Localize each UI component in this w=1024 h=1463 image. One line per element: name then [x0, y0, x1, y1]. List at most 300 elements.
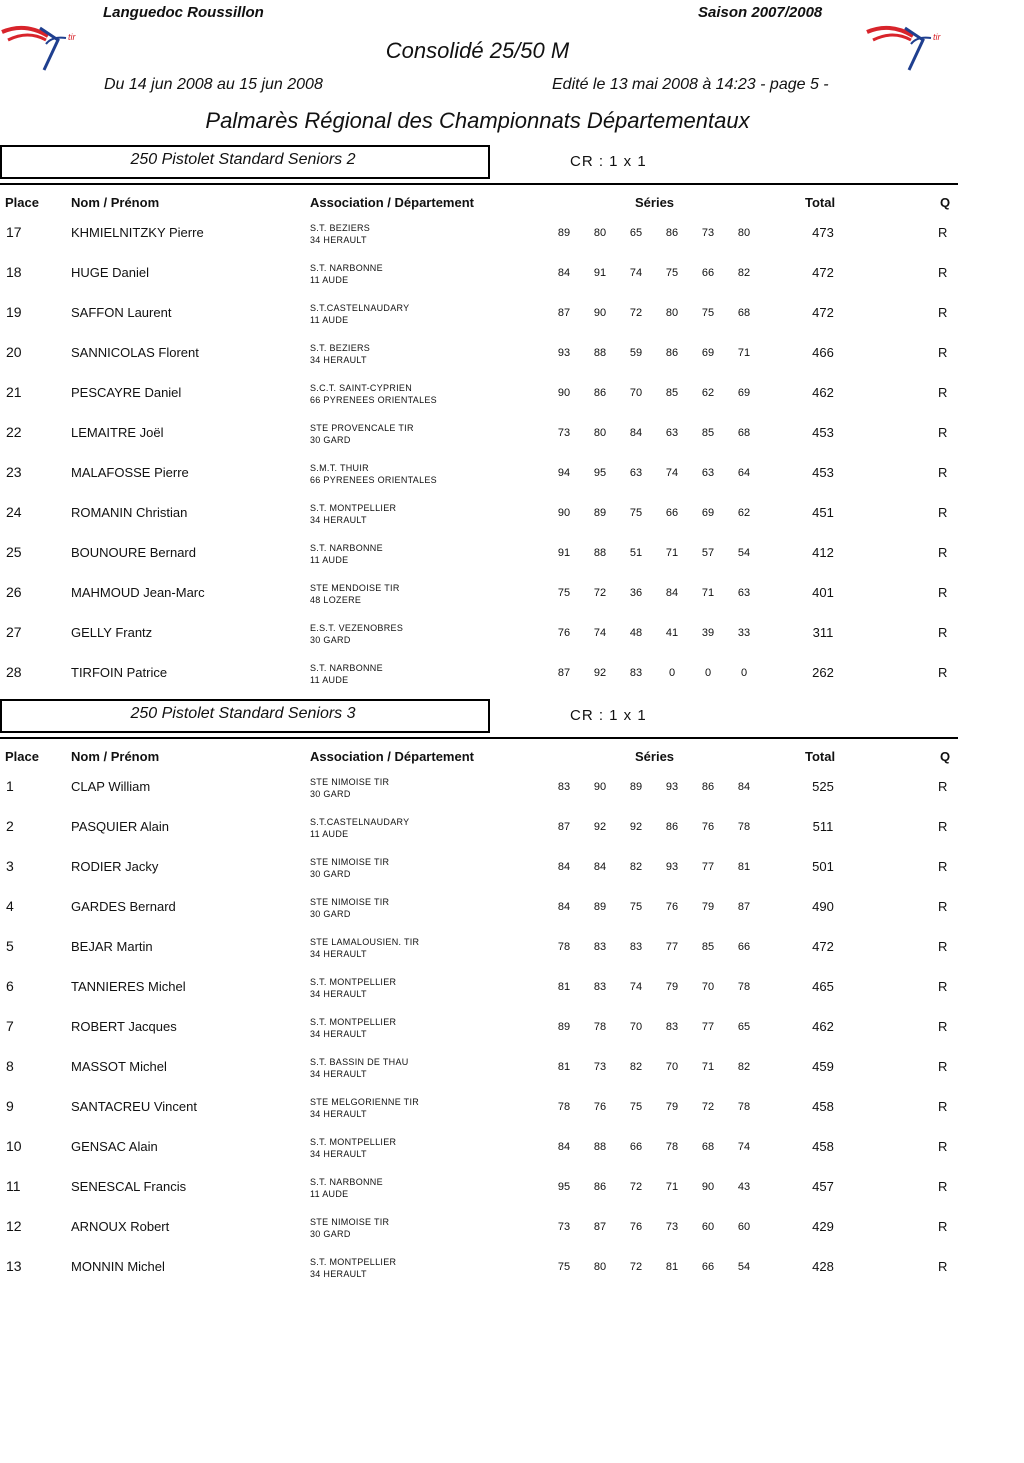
- row-series-score: 64: [737, 467, 751, 479]
- row-series-score: 89: [557, 1021, 571, 1033]
- row-series-score: 79: [665, 1101, 679, 1113]
- svg-text:tir: tir: [68, 32, 76, 42]
- row-total: 490: [812, 899, 834, 914]
- row-total: 428: [812, 1259, 834, 1274]
- row-total: 311: [812, 625, 834, 640]
- row-series-score: 68: [737, 427, 751, 439]
- row-total: 462: [812, 385, 834, 400]
- section-divider: [0, 737, 958, 739]
- row-name: BOUNOURE Bernard: [71, 545, 196, 560]
- row-name: PESCAYRE Daniel: [71, 385, 182, 400]
- row-series-score: 88: [593, 547, 607, 559]
- section-title: 250 Pistolet Standard Seniors 3: [130, 705, 356, 722]
- column-header-series: Séries: [635, 749, 675, 764]
- row-club: S.T. MONTPELLIER: [310, 1017, 397, 1027]
- row-club: S.T. BEZIERS: [310, 343, 371, 353]
- results-section: [0, 699, 958, 1298]
- row-name: GELLY Frantz: [71, 625, 153, 640]
- row-series-score: 68: [701, 1141, 715, 1153]
- row-department: 11 AUDE: [310, 829, 349, 839]
- row-department: 34 HERAULT: [310, 1029, 367, 1039]
- column-header-series: Séries: [635, 195, 675, 210]
- row-series-score: 89: [557, 227, 571, 239]
- row-department: 34 HERAULT: [310, 235, 367, 245]
- row-series-score: 78: [557, 1101, 571, 1113]
- row-series-score: 81: [737, 861, 751, 873]
- row-series-score: 66: [701, 1261, 715, 1273]
- row-club: S.T. NARBONNE: [310, 543, 383, 553]
- page-subtitle: Palmarès Régional des Championnats Départementaux: [205, 108, 750, 133]
- row-place: 18: [6, 264, 22, 280]
- row-series-score: 66: [737, 941, 751, 953]
- row-total: 511: [812, 819, 834, 834]
- row-series-score: 74: [593, 627, 607, 639]
- row-total: 459: [812, 1059, 834, 1074]
- row-total: 466: [812, 345, 834, 360]
- row-qualification: R: [938, 779, 948, 794]
- row-series-score: 84: [665, 587, 679, 599]
- table-row: [0, 1138, 958, 1178]
- row-department: 30 GARD: [310, 869, 351, 879]
- row-series-score: 85: [701, 427, 715, 439]
- row-place: 20: [6, 344, 22, 360]
- section-cr: CR : 1 x 1: [570, 153, 647, 170]
- row-total: 457: [812, 1179, 834, 1194]
- row-series-score: 76: [557, 627, 571, 639]
- row-name: CLAP William: [71, 779, 151, 794]
- row-series-score: 78: [737, 981, 751, 993]
- row-total: 472: [812, 305, 834, 320]
- row-series-score: 79: [701, 901, 715, 913]
- row-series-score: 89: [629, 781, 643, 793]
- row-series-score: 73: [665, 1221, 679, 1233]
- row-place: 3: [6, 858, 14, 874]
- row-series-score: 73: [593, 1061, 607, 1073]
- row-series-score: 0: [668, 667, 676, 679]
- table-row: [0, 898, 958, 938]
- row-series-score: 91: [593, 267, 607, 279]
- row-series-score: 66: [665, 507, 679, 519]
- row-series-score: 41: [665, 627, 679, 639]
- row-qualification: R: [938, 305, 948, 320]
- row-series-score: 68: [737, 307, 751, 319]
- row-department: 11 AUDE: [310, 675, 349, 685]
- row-name: GARDES Bernard: [71, 899, 176, 914]
- row-qualification: R: [938, 625, 948, 640]
- row-series-score: 82: [737, 1061, 751, 1073]
- row-name: ARNOUX Robert: [71, 1219, 170, 1234]
- row-department: 34 HERAULT: [310, 1109, 367, 1119]
- row-club: S.T.CASTELNAUDARY: [310, 817, 410, 827]
- row-name: SAFFON Laurent: [71, 305, 172, 320]
- row-place: 4: [6, 898, 14, 914]
- row-series-score: 88: [593, 1141, 607, 1153]
- row-series-score: 82: [629, 1061, 643, 1073]
- region-label: Languedoc Roussillon: [103, 4, 264, 21]
- row-series-score: 86: [665, 347, 679, 359]
- row-series-score: 83: [557, 781, 571, 793]
- table-row: [0, 938, 958, 978]
- row-series-score: 91: [557, 547, 571, 559]
- table-row: [0, 264, 958, 304]
- table-row: [0, 344, 958, 384]
- row-department: 30 GARD: [310, 909, 351, 919]
- row-department: 66 PYRENEES ORIENTALES: [310, 395, 437, 405]
- row-name: TIRFOIN Patrice: [71, 665, 168, 680]
- section-title: 250 Pistolet Standard Seniors 2: [130, 151, 356, 168]
- row-total: 412: [812, 545, 834, 560]
- row-name: LEMAITRE Joël: [71, 425, 164, 440]
- row-series-score: 66: [701, 267, 715, 279]
- table-row: [0, 424, 958, 464]
- row-series-score: 60: [701, 1221, 715, 1233]
- row-series-score: 81: [665, 1261, 679, 1273]
- row-series-score: 63: [665, 427, 679, 439]
- row-series-score: 84: [737, 781, 751, 793]
- row-series-score: 78: [737, 1101, 751, 1113]
- row-series-score: 62: [701, 387, 715, 399]
- row-series-score: 84: [557, 267, 571, 279]
- date-range: Du 14 jun 2008 au 15 jun 2008: [104, 76, 323, 93]
- row-club: S.T. NARBONNE: [310, 1177, 383, 1187]
- section-divider: [0, 183, 958, 185]
- row-club: STE PROVENCALE TIR: [310, 423, 414, 433]
- row-series-score: 75: [629, 507, 643, 519]
- row-series-score: 76: [629, 1221, 643, 1233]
- row-qualification: R: [938, 939, 948, 954]
- row-name: GENSAC Alain: [71, 1139, 158, 1154]
- row-series-score: 80: [593, 1261, 607, 1273]
- row-series-score: 93: [557, 347, 571, 359]
- row-series-score: 0: [740, 667, 748, 679]
- column-header-total: Total: [805, 749, 836, 764]
- row-name: ROMANIN Christian: [71, 505, 188, 520]
- row-place: 1: [6, 778, 14, 794]
- row-series-score: 75: [629, 1101, 643, 1113]
- row-series-score: 75: [701, 307, 715, 319]
- row-place: 25: [6, 544, 22, 560]
- row-series-score: 72: [701, 1101, 715, 1113]
- row-series-score: 86: [701, 781, 715, 793]
- column-header-association: Association / Département: [310, 749, 474, 764]
- row-place: 11: [6, 1178, 21, 1194]
- row-series-score: 86: [593, 387, 607, 399]
- row-place: 10: [6, 1138, 22, 1154]
- row-series-score: 65: [629, 227, 643, 239]
- row-series-score: 39: [701, 627, 715, 639]
- table-row: [0, 1258, 958, 1298]
- row-place: 23: [6, 464, 22, 480]
- row-series-score: 75: [557, 1261, 571, 1273]
- row-club: S.T. MONTPELLIER: [310, 977, 397, 987]
- row-series-score: 72: [629, 1261, 643, 1273]
- row-series-score: 84: [557, 861, 571, 873]
- row-club: S.T. MONTPELLIER: [310, 1257, 397, 1267]
- row-qualification: R: [938, 465, 948, 480]
- row-place: 8: [6, 1058, 14, 1074]
- row-series-score: 65: [737, 1021, 751, 1033]
- table-row: [0, 504, 958, 544]
- row-series-score: 90: [557, 387, 571, 399]
- row-series-score: 87: [557, 307, 571, 319]
- row-series-score: 74: [629, 267, 643, 279]
- row-series-score: 76: [665, 901, 679, 913]
- row-department: 34 HERAULT: [310, 1149, 367, 1159]
- row-series-score: 84: [593, 861, 607, 873]
- row-club: S.T. BEZIERS: [310, 223, 371, 233]
- row-qualification: R: [938, 1099, 948, 1114]
- row-department: 34 HERAULT: [310, 989, 367, 999]
- row-qualification: R: [938, 1179, 948, 1194]
- row-series-score: 89: [593, 507, 607, 519]
- page-title: Consolidé 25/50 M: [385, 38, 570, 63]
- row-place: 7: [6, 1018, 14, 1034]
- row-series-score: 70: [629, 387, 643, 399]
- table-row: [0, 978, 958, 1018]
- row-series-score: 85: [701, 941, 715, 953]
- row-club: S.C.T. SAINT-CYPRIEN: [310, 383, 413, 393]
- row-qualification: R: [938, 585, 948, 600]
- row-series-score: 95: [593, 467, 607, 479]
- row-series-score: 84: [557, 901, 571, 913]
- row-place: 9: [6, 1098, 14, 1114]
- row-club: S.T. NARBONNE: [310, 663, 383, 673]
- row-series-score: 87: [557, 821, 571, 833]
- row-department: 34 HERAULT: [310, 515, 367, 525]
- row-name: TANNIERES Michel: [71, 979, 186, 994]
- row-department: 11 AUDE: [310, 275, 349, 285]
- row-series-score: 83: [629, 667, 643, 679]
- row-total: 453: [812, 425, 834, 440]
- row-series-score: 63: [701, 467, 715, 479]
- row-series-score: 87: [557, 667, 571, 679]
- table-row: [0, 464, 958, 504]
- row-place: 13: [6, 1258, 22, 1274]
- row-series-score: 69: [701, 507, 715, 519]
- row-place: 26: [6, 584, 22, 600]
- row-series-score: 78: [665, 1141, 679, 1153]
- row-series-score: 83: [629, 941, 643, 953]
- row-club: S.T. BASSIN DE THAU: [310, 1057, 409, 1067]
- row-place: 19: [6, 304, 22, 320]
- row-series-score: 71: [701, 1061, 715, 1073]
- table-row: [0, 1058, 958, 1098]
- table-row: [0, 224, 958, 264]
- row-series-score: 92: [593, 667, 607, 679]
- row-series-score: 90: [593, 307, 607, 319]
- row-total: 429: [812, 1219, 834, 1234]
- row-qualification: R: [938, 819, 948, 834]
- row-qualification: R: [938, 265, 948, 280]
- row-series-score: 95: [557, 1181, 571, 1193]
- row-total: 472: [812, 939, 834, 954]
- federation-logo-right: [865, 18, 955, 78]
- column-header-total: Total: [805, 195, 836, 210]
- row-club: E.S.T. VEZENOBRES: [310, 623, 404, 633]
- row-place: 12: [6, 1218, 22, 1234]
- row-qualification: R: [938, 1139, 948, 1154]
- row-qualification: R: [938, 1219, 948, 1234]
- row-series-score: 86: [665, 227, 679, 239]
- row-club: S.M.T. THUIR: [310, 463, 369, 473]
- row-series-score: 90: [701, 1181, 715, 1193]
- table-row: [0, 1218, 958, 1258]
- row-series-score: 78: [737, 821, 751, 833]
- row-series-score: 74: [737, 1141, 751, 1153]
- row-series-score: 60: [737, 1221, 751, 1233]
- row-name: SANNICOLAS Florent: [71, 345, 199, 360]
- row-series-score: 83: [593, 981, 607, 993]
- row-department: 11 AUDE: [310, 555, 349, 565]
- row-name: RODIER Jacky: [71, 859, 159, 874]
- row-club: S.T. MONTPELLIER: [310, 1137, 397, 1147]
- row-series-score: 73: [557, 427, 571, 439]
- row-club: STE NIMOISE TIR: [310, 897, 390, 907]
- row-series-score: 83: [665, 1021, 679, 1033]
- table-row: [0, 1098, 958, 1138]
- row-series-score: 70: [665, 1061, 679, 1073]
- row-total: 501: [812, 859, 834, 874]
- row-series-score: 90: [557, 507, 571, 519]
- row-series-score: 86: [665, 821, 679, 833]
- row-series-score: 75: [557, 587, 571, 599]
- row-series-score: 89: [593, 901, 607, 913]
- row-department: 34 HERAULT: [310, 949, 367, 959]
- row-qualification: R: [938, 665, 948, 680]
- row-department: 34 HERAULT: [310, 1269, 367, 1279]
- row-series-score: 63: [629, 467, 643, 479]
- row-series-score: 79: [665, 981, 679, 993]
- row-name: KHMIELNITZKY Pierre: [71, 225, 204, 240]
- row-name: BEJAR Martin: [71, 939, 153, 954]
- row-series-score: 82: [629, 861, 643, 873]
- row-name: MONNIN Michel: [71, 1259, 165, 1274]
- row-club: STE LAMALOUSIEN. TIR: [310, 937, 420, 947]
- row-total: 473: [812, 225, 834, 240]
- table-row: [0, 544, 958, 584]
- row-qualification: R: [938, 1019, 948, 1034]
- row-place: 2: [6, 818, 14, 834]
- row-series-score: 76: [701, 821, 715, 833]
- row-series-score: 87: [593, 1221, 607, 1233]
- row-series-score: 81: [557, 1061, 571, 1073]
- row-club: STE MENDOISE TIR: [310, 583, 400, 593]
- row-department: 30 GARD: [310, 635, 351, 645]
- table-row: [0, 858, 958, 898]
- row-place: 24: [6, 504, 22, 520]
- row-department: 30 GARD: [310, 789, 351, 799]
- row-series-score: 72: [593, 587, 607, 599]
- row-series-score: 83: [593, 941, 607, 953]
- row-place: 6: [6, 978, 14, 994]
- row-department: 11 AUDE: [310, 315, 349, 325]
- row-total: 465: [812, 979, 834, 994]
- row-qualification: R: [938, 859, 948, 874]
- table-row: [0, 1178, 958, 1218]
- edition-info: Edité le 13 mai 2008 à 14:23 - page 5 -: [552, 76, 829, 93]
- row-series-score: 82: [737, 267, 751, 279]
- row-name: HUGE Daniel: [71, 265, 150, 280]
- row-series-score: 94: [557, 467, 571, 479]
- section-cr: CR : 1 x 1: [570, 707, 647, 724]
- row-total: 453: [812, 465, 834, 480]
- row-series-score: 84: [557, 1141, 571, 1153]
- svg-text:tir: tir: [933, 32, 941, 42]
- row-series-score: 48: [629, 627, 643, 639]
- row-department: 11 AUDE: [310, 1189, 349, 1199]
- row-series-score: 74: [629, 981, 643, 993]
- row-series-score: 51: [629, 547, 643, 559]
- column-header-q: Q: [940, 195, 951, 210]
- row-department: 30 GARD: [310, 435, 351, 445]
- row-qualification: R: [938, 1259, 948, 1274]
- row-series-score: 81: [557, 981, 571, 993]
- table-row: [0, 384, 958, 424]
- row-series-score: 92: [629, 821, 643, 833]
- row-series-score: 57: [701, 547, 715, 559]
- row-series-score: 88: [593, 347, 607, 359]
- column-header-association: Association / Département: [310, 195, 474, 210]
- table-row: [0, 778, 958, 818]
- row-qualification: R: [938, 1059, 948, 1074]
- row-department: 66 PYRENEES ORIENTALES: [310, 475, 437, 485]
- row-series-score: 92: [593, 821, 607, 833]
- row-total: 472: [812, 265, 834, 280]
- row-series-score: 71: [701, 587, 715, 599]
- column-header-place: Place: [5, 749, 39, 764]
- row-department: 30 GARD: [310, 1229, 351, 1239]
- row-qualification: R: [938, 545, 948, 560]
- row-series-score: 36: [629, 587, 643, 599]
- season-label: Saison 2007/2008: [698, 4, 823, 21]
- row-series-score: 85: [665, 387, 679, 399]
- row-series-score: 54: [737, 1261, 751, 1273]
- row-total: 451: [812, 505, 834, 520]
- row-qualification: R: [938, 899, 948, 914]
- row-series-score: 43: [737, 1181, 751, 1193]
- row-series-score: 71: [665, 1181, 679, 1193]
- row-series-score: 54: [737, 547, 751, 559]
- row-total: 401: [812, 585, 834, 600]
- row-series-score: 63: [737, 587, 751, 599]
- row-series-score: 76: [593, 1101, 607, 1113]
- row-series-score: 73: [557, 1221, 571, 1233]
- row-series-score: 87: [737, 901, 751, 913]
- row-series-score: 93: [665, 781, 679, 793]
- row-series-score: 66: [629, 1141, 643, 1153]
- row-series-score: 72: [629, 1181, 643, 1193]
- column-header-name: Nom / Prénom: [71, 749, 160, 764]
- row-club: STE NIMOISE TIR: [310, 1217, 390, 1227]
- row-department: 48 LOZERE: [310, 595, 362, 605]
- row-department: 34 HERAULT: [310, 1069, 367, 1079]
- row-total: 462: [812, 1019, 834, 1034]
- row-series-score: 73: [701, 227, 715, 239]
- row-name: MALAFOSSE Pierre: [71, 465, 189, 480]
- row-series-score: 0: [704, 667, 712, 679]
- row-series-score: 80: [593, 427, 607, 439]
- row-series-score: 84: [629, 427, 643, 439]
- row-series-score: 86: [593, 1181, 607, 1193]
- row-name: ROBERT Jacques: [71, 1019, 177, 1034]
- row-series-score: 78: [593, 1021, 607, 1033]
- row-series-score: 33: [737, 627, 751, 639]
- table-row: [0, 1018, 958, 1058]
- row-series-score: 77: [701, 861, 715, 873]
- row-place: 22: [6, 424, 22, 440]
- row-club: STE NIMOISE TIR: [310, 777, 390, 787]
- row-series-score: 69: [701, 347, 715, 359]
